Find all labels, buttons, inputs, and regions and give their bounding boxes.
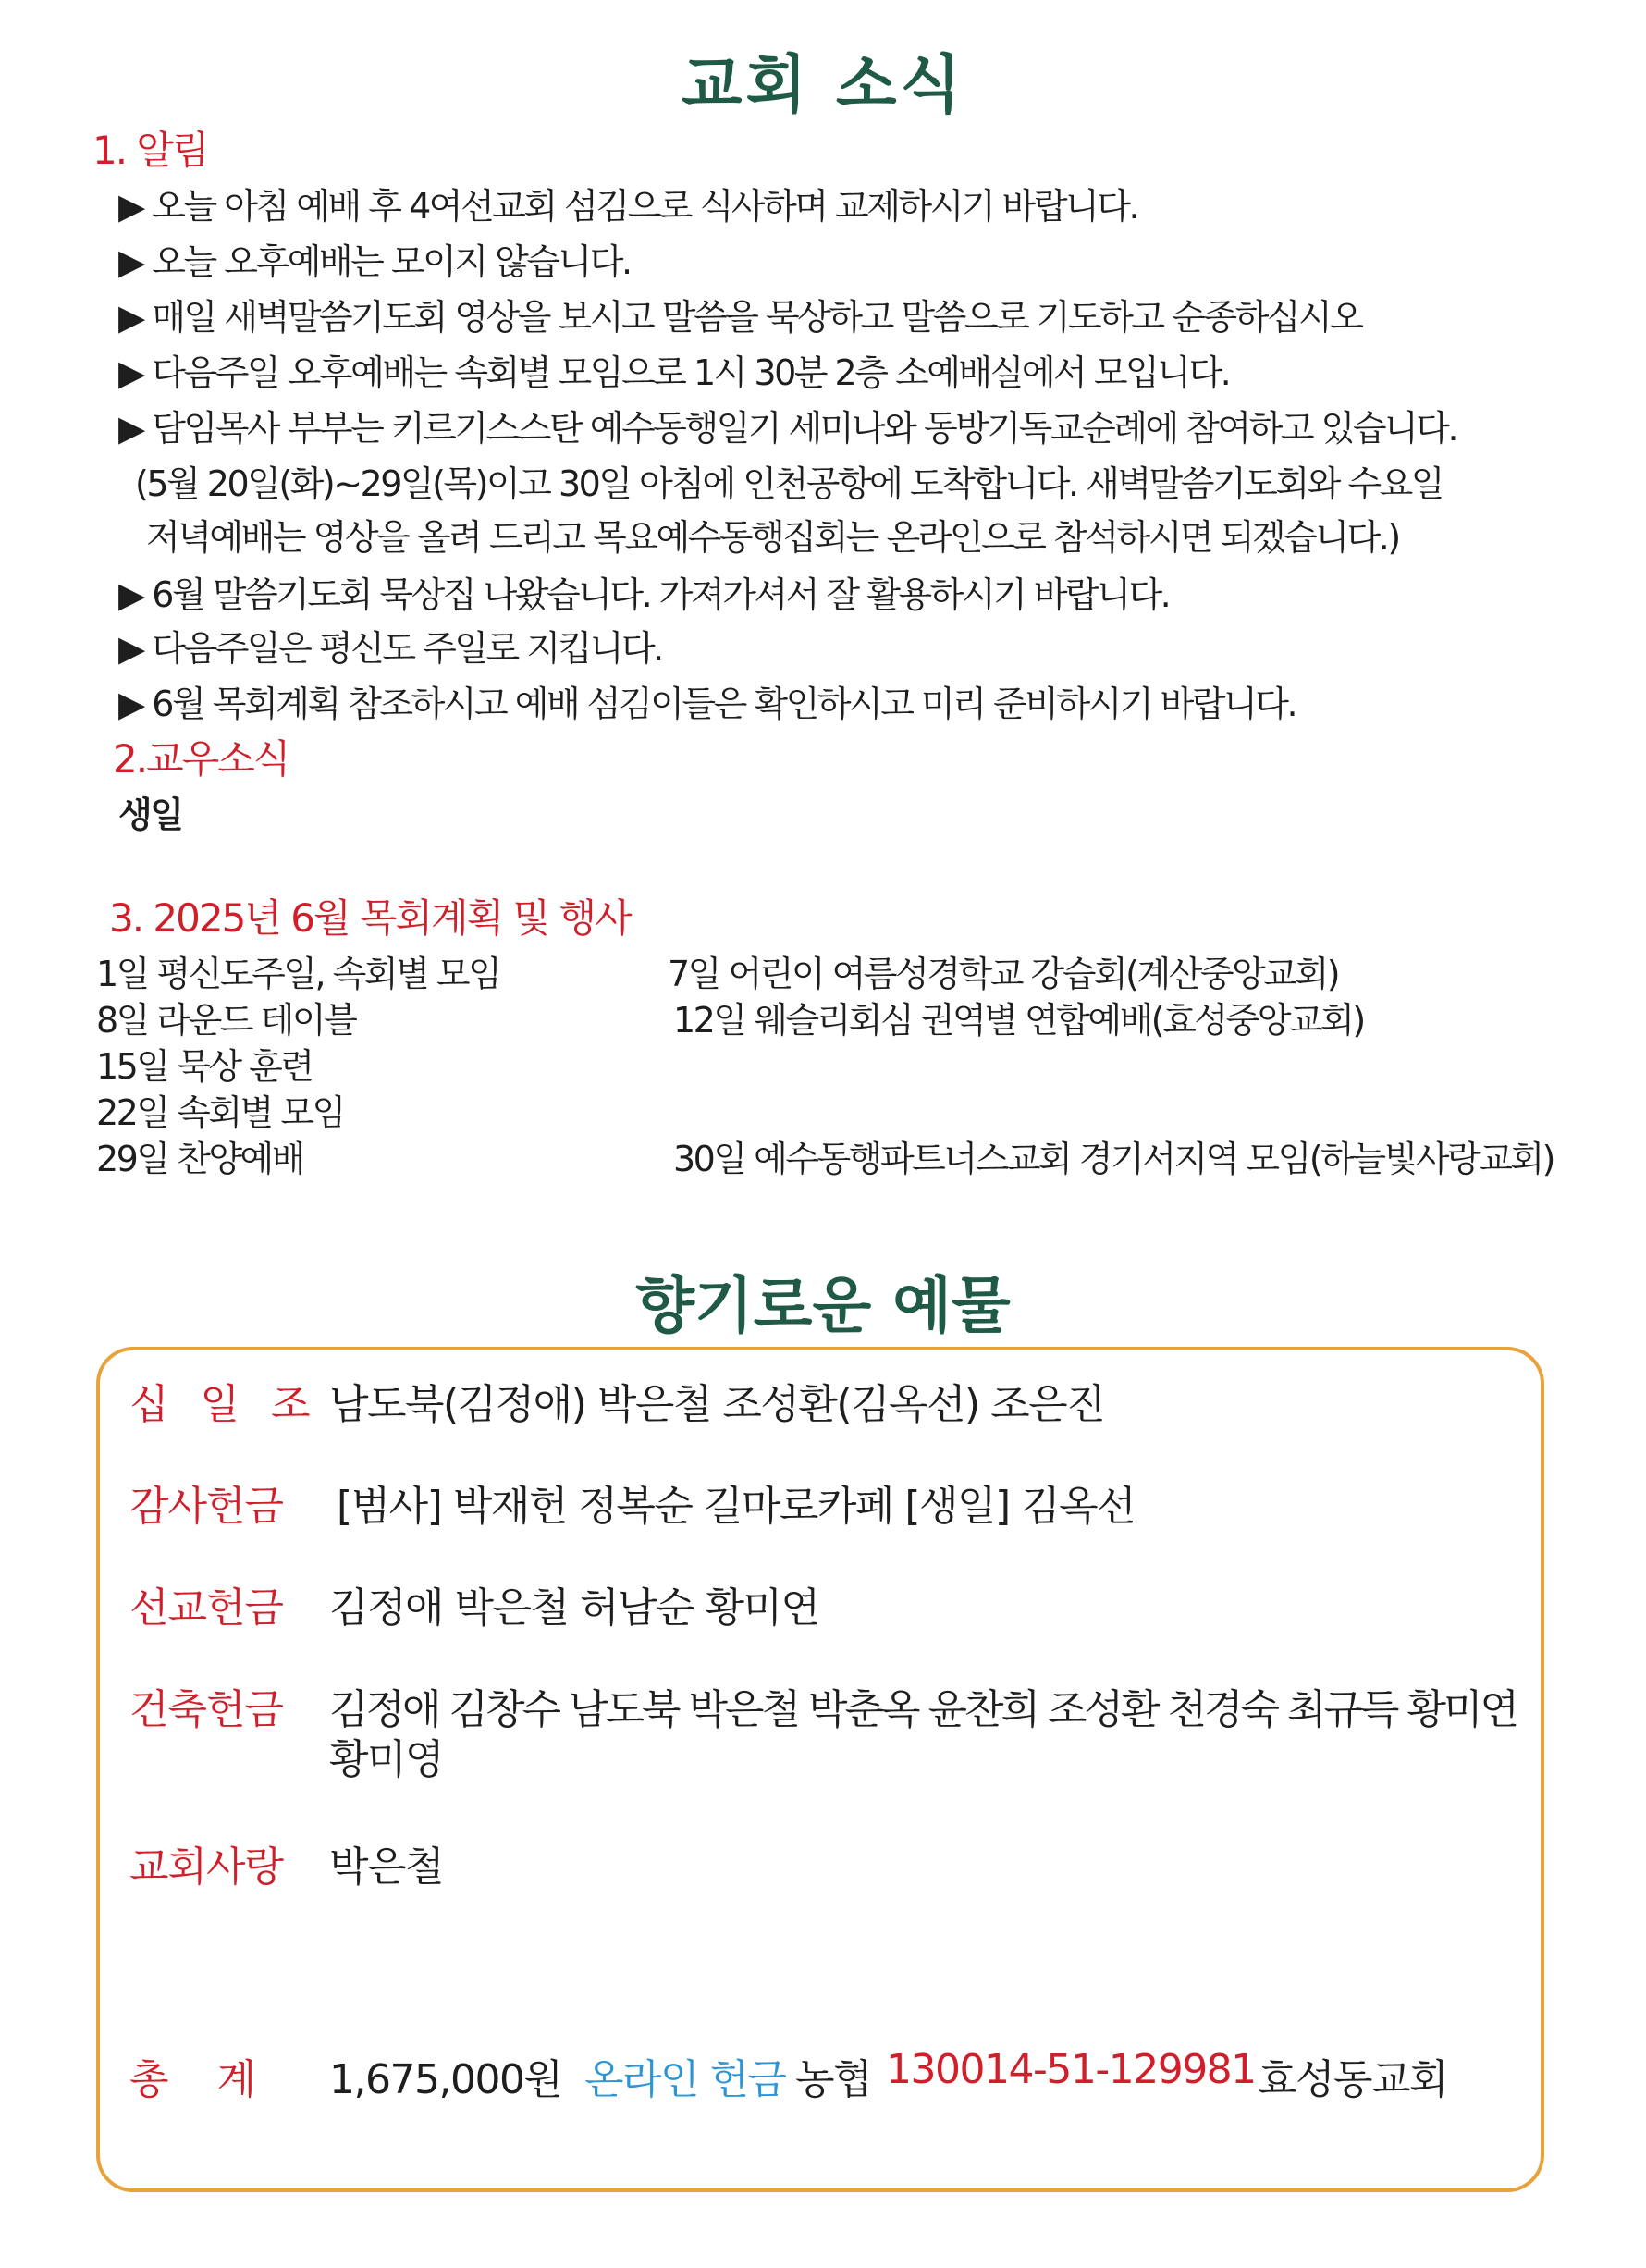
schedule-item: 30일 예수동행파트너스교회 경기서지역 모임(하늘빛사랑교회) [673,1139,1554,1179]
notice-item: ▶ 6월 목회계획 참조하시고 예배 섬김이들은 확인하시고 미리 준비하시기 바랍니다. [118,684,1296,724]
notice-item: ▶ 오늘 아침 예배 후 4여선교회 섬김으로 식사하며 교제하시기 바랍니다. [118,186,1138,227]
offering-label: 교회사랑 [129,1843,284,1891]
account-number: 130014-51-129981 [886,2046,1256,2093]
notice-item-continued: 저녁예배는 영상을 올려 드리고 목요예수동행집회는 온라인으로 참석하시면 되겠습니다.) [146,517,1399,558]
offering-names: 김정애 김창수 남도북 박은철 박춘옥 윤찬희 조성환 천경숙 최규득 황미연 [329,1686,1517,1733]
schedule-item: 12일 웨슬리회심 권역별 연합예배(효성중앙교회) [673,1000,1364,1041]
offering-names: 남도북(김정애) 박은철 조성환(김옥선) 조은진 [329,1381,1105,1428]
total-label: 총 계 [129,2056,255,2103]
offering-label: 건축헌금 [129,1686,284,1733]
notice-heading: 1. 알림 [92,128,208,173]
offering-label: 감사헌금 [129,1483,284,1530]
offering-title: 향기로운 예물 [635,1270,1011,1341]
notice-item: ▶ 오늘 오후예배는 모이지 않습니다. [118,241,631,282]
notice-item: ▶ 6월 말씀기도회 묵상집 나왔습니다. 가져가셔서 잘 활용하시기 바랍니다. [118,574,1170,615]
total-amount: 1,675,000원 [329,2056,562,2103]
notice-item: ▶ 매일 새벽말씀기도회 영상을 보시고 말씀을 묵상하고 말씀으로 기도하고 순종하십시오 [118,297,1362,338]
bank-name: 농협 [795,2056,872,2103]
birthday-label: 생일 [118,795,182,835]
offering-label: 십 일 조 [129,1381,320,1428]
schedule-heading: 3. 2025년 6월 목회계획 및 행사 [109,895,631,941]
notice-item: ▶ 담임목사 부부는 키르기스스탄 예수동행일기 세미나와 동방기독교순례에 참여하고 있습니다. [118,408,1457,449]
offering-label: 선교헌금 [129,1584,284,1632]
notice-item: ▶ 다음주일은 평신도 주일로 지킵니다. [118,628,662,669]
offering-names: 김정애 박은철 허남순 황미연 [329,1584,819,1632]
members-heading: 2.교우소식 [113,736,289,782]
schedule-item: 29일 찬양예배 [96,1139,303,1179]
offering-names-continued: 황미영 [329,1736,444,1783]
offering-names: 박은철 [329,1843,444,1891]
schedule-item: 1일 평신도주일, 속회별 모임 [96,954,500,994]
notice-item-continued: (5월 20일(화)~29일(목)이고 30일 아침에 인천공항에 도착합니다. 새벽말씀기도회와 수요일 [135,463,1443,504]
schedule-item: 22일 속회별 모임 [96,1092,344,1133]
notice-item: ▶ 다음주일 오후예배는 속회별 모임으로 1시 30분 2층 소예배실에서 모입니다. [118,352,1230,393]
account-holder: 효성동교회 [1258,2056,1448,2103]
schedule-item: 8일 라운드 테이블 [96,1000,356,1041]
online-offering-label: 온라인 헌금 [584,2056,786,2103]
page-title: 교회 소식 [681,49,965,122]
offering-names: [범사] 박재헌 정복순 길마로카페 [생일] 김옥선 [337,1483,1136,1530]
schedule-item: 15일 묵상 훈련 [96,1046,313,1087]
schedule-item: 7일 어린이 여름성경학교 강습회(계산중앙교회) [668,954,1339,994]
